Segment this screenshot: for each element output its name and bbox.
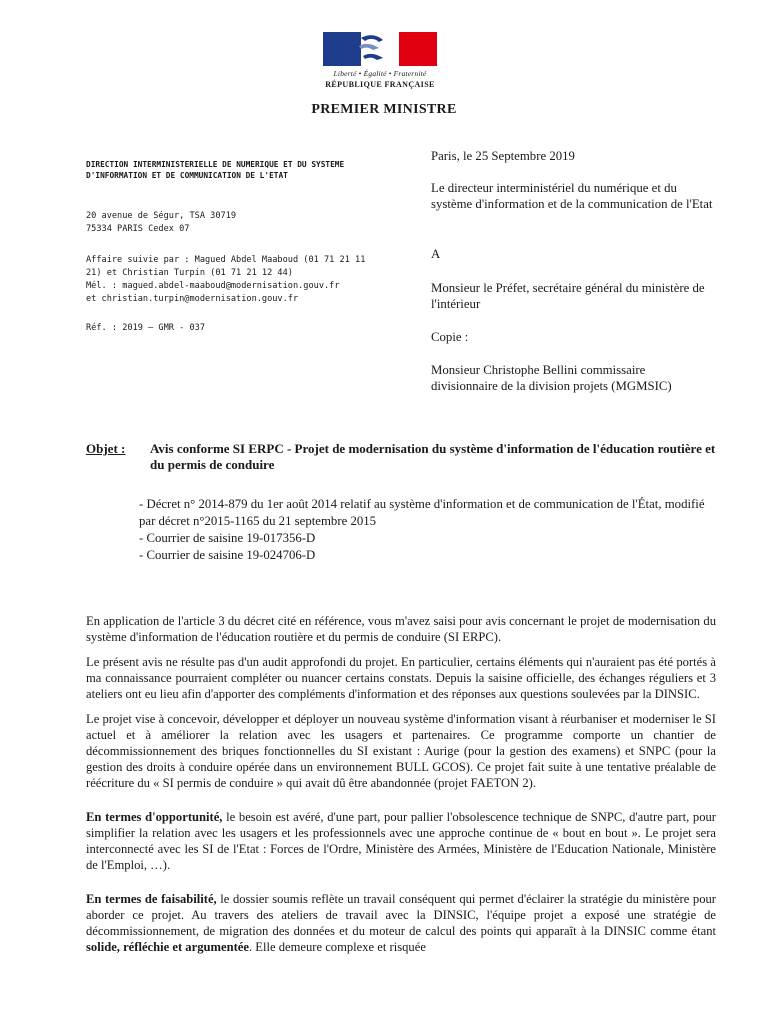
sender-address — [86, 210, 386, 236]
reference-item: - Courrier de saisine 19-024706-D — [139, 548, 316, 562]
sender-contact — [86, 254, 366, 306]
reference-item: - Décret n° 2014-879 du 1er août 2014 relatif au système d'information et de communication de l'État, modifié par décret n°2015-1165 du 21 septembre 2015 — [139, 497, 705, 528]
recipient: Monsieur le Préfet, secrétaire général du ministère de l'intérieur — [431, 281, 705, 311]
bold-lead: En termes d'opportunité, — [86, 810, 223, 824]
bold-emphasis: solide, réfléchie et argumentée — [86, 940, 249, 954]
objet-label: Objet : — [86, 441, 126, 456]
paragraph: Le présent avis ne résulte pas d'un audit approfondi du projet. En particulier, certains éléments qui n'auraient pas été portés à ma connaissance pourraient compléter ou nuancer certains constats. Depuis la saisine officielle, des échanges réguliers et 3 ateliers ont eu lieu afin d'apporter des compléments d'information et des réponses aux questions soulevées par la DINSIC. — [86, 655, 716, 701]
email-line: Mél. : magued.abdel-maaboud@modernisation.gouv.fr — [86, 281, 340, 291]
to-a: A — [431, 247, 441, 261]
copie-label: Copie : — [431, 330, 469, 344]
republic-label: RÉPUBLIQUE FRANÇAISE — [325, 80, 435, 89]
contact-text: Affaire suivie par : Magued Abdel Maaboud (01 71 21 11 21) et Christian Turpin (01 71 21 12 44) — [86, 255, 366, 278]
paragraph-text: le dossier soumis reflète un travail conséquent qui permet d'éclairer la stratégie du ministère pour aborder ce projet. Au travers des ateliers de travail avec la DINSIC, l'équipe projet a exposé une stratégie de décommissionnement, de migration des données et du moteur de calcul des points qui apparaît à la DINSIC comme étant — [86, 892, 716, 938]
reference: Réf. : 2019 – GMR - 037 — [86, 323, 205, 333]
objet-text: Avis conforme SI ERPC - Projet de modernisation du système d'information de l'éducation routière et du permis de conduire — [150, 441, 716, 472]
bold-lead: En termes de faisabilité, — [86, 892, 217, 906]
ministry-title: PREMIER MINISTRE — [311, 102, 457, 117]
marianne-icon — [323, 32, 437, 66]
address-line: 75334 PARIS Cedex 07 — [86, 224, 190, 234]
paragraph: En application de l'article 3 du décret cité en référence, vous m'avez saisi pour avis concernant le projet de modernisation du système d'information de l'éducation routière et du permis de conduire (SI ERPC). — [86, 614, 716, 644]
address-line: 20 avenue de Ségur, TSA 30719 — [86, 211, 237, 221]
letter-body — [86, 613, 716, 964]
reference-item: - Courrier de saisine 19-017356-D — [139, 531, 316, 545]
from-line: Le directeur interministériel du numérique et du système d'information et de la communication de l'Etat — [431, 181, 713, 211]
motto: Liberté • Égalité • Fraternité — [333, 69, 427, 78]
republique-francaise-logo — [323, 32, 437, 89]
paragraph-text: le besoin est avéré, d'une part, pour pallier l'obsolescence technique de SNPC, d'autre part, pour simplifier la relation avec les usagers et les professionnels avec une approche continue de « bout en bout ». Le projet sera interconnecté avec les SI de l'Etat : Forces de l'Ordre, Ministère des Armées, Ministère de l'Education Nationale, Ministère de l'Emploi, …). — [86, 810, 716, 872]
paragraph-text: . Elle demeure complexe et risquée — [248, 940, 426, 954]
paragraph: Le projet vise à concevoir, développer et déployer un nouveau système d'information visant à réurbaniser et moderniser le SI actuel et à améliorer la relation avec les usagers et partenaires. Ce programme comporte un chantier de décommissionnement des briques fonctionnelles du SI existant : Aurige (pour la gestion des examens) et SNPC (pour la gestion des droits à conduire opérée dans un environnement BULL GCOS). Ce projet fait suite à une tentative préalable de réécriture du « SI permis de conduire » qui avait dû être abandonnée (projet FAETON 2). — [86, 712, 716, 790]
email-line: et christian.turpin@modernisation.gouv.fr — [86, 294, 299, 304]
sender-direction: DIRECTION INTERMINISTERIELLE DE NUMERIQUE ET DU SYSTEME D'INFORMATION ET DE COMMUNICATION DE L'ETAT — [86, 160, 345, 180]
references — [139, 496, 724, 564]
date: Paris, le 25 Septembre 2019 — [431, 149, 575, 163]
paragraph-faisabilite — [86, 891, 716, 955]
paragraph-opportunite — [86, 809, 716, 873]
copie-recipient: Monsieur Christophe Bellini commissaire divisionnaire de la division projets (MGMSIC) — [431, 363, 672, 393]
